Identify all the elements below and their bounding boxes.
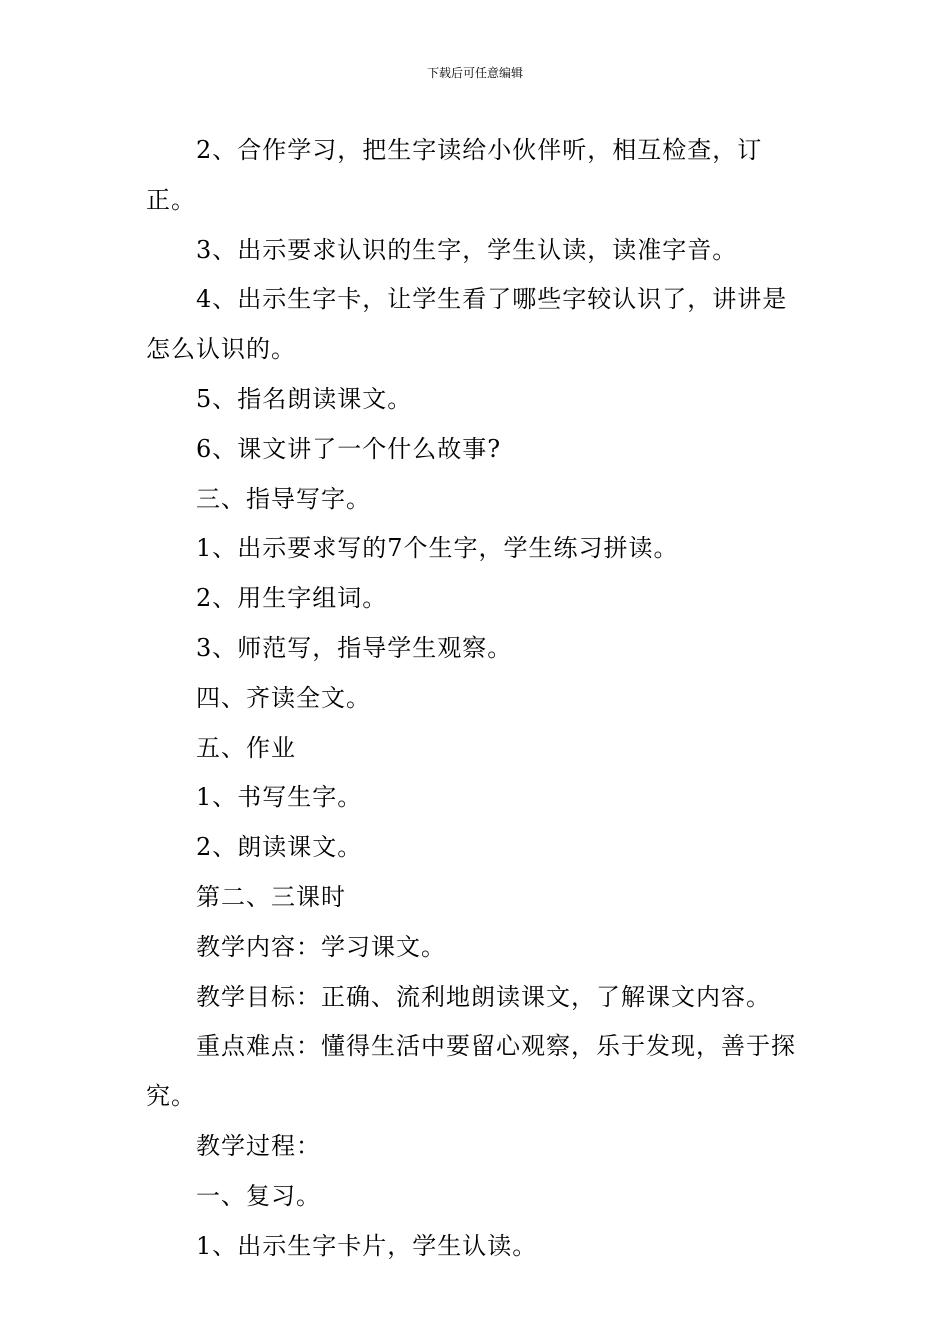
section-heading: 四、齐读全文。 bbox=[196, 683, 371, 712]
paragraph: 1、书写生字。 bbox=[196, 783, 363, 812]
section-heading: 五、作业 bbox=[196, 733, 296, 762]
page-header: 下载后可任意编辑 bbox=[426, 66, 523, 80]
section-heading: 第二、三课时 bbox=[196, 882, 346, 911]
paragraph: 1、出示要求写的7个生字，学生练习拼读。 bbox=[196, 534, 679, 563]
section-heading: 三、指导写字。 bbox=[196, 484, 371, 513]
paragraph: 5、指名朗读课文。 bbox=[196, 384, 413, 413]
paragraph: 4、出示生字卡，让学生看了哪些字较认识了，讲讲是怎么认识的。 bbox=[146, 285, 788, 364]
paragraph: 2、朗读课文。 bbox=[196, 833, 363, 862]
paragraph: 3、师范写，指导学生观察。 bbox=[196, 633, 513, 662]
paragraph: 2、用生字组词。 bbox=[196, 584, 388, 613]
paragraph: 重点难点：懂得生活中要留心观察，乐于发现，善于探究。 bbox=[146, 1032, 796, 1111]
paragraph: 6、课文讲了一个什么故事? bbox=[196, 434, 502, 463]
document-body bbox=[146, 126, 806, 1271]
paragraph: 教学目标：正确、流利地朗读课文，了解课文内容。 bbox=[196, 982, 771, 1011]
paragraph: 教学过程： bbox=[196, 1131, 321, 1160]
paragraph: 2、合作学习，把生字读给小伙伴听，相互检查，订正。 bbox=[146, 136, 763, 214]
paragraph: 3、出示要求认识的生字，学生认读，读准字音。 bbox=[196, 235, 738, 264]
paragraph: 教学内容：学习课文。 bbox=[196, 932, 446, 961]
paragraph: 1、出示生字卡片，学生认读。 bbox=[196, 1231, 538, 1260]
section-heading: 一、复习。 bbox=[196, 1181, 321, 1210]
